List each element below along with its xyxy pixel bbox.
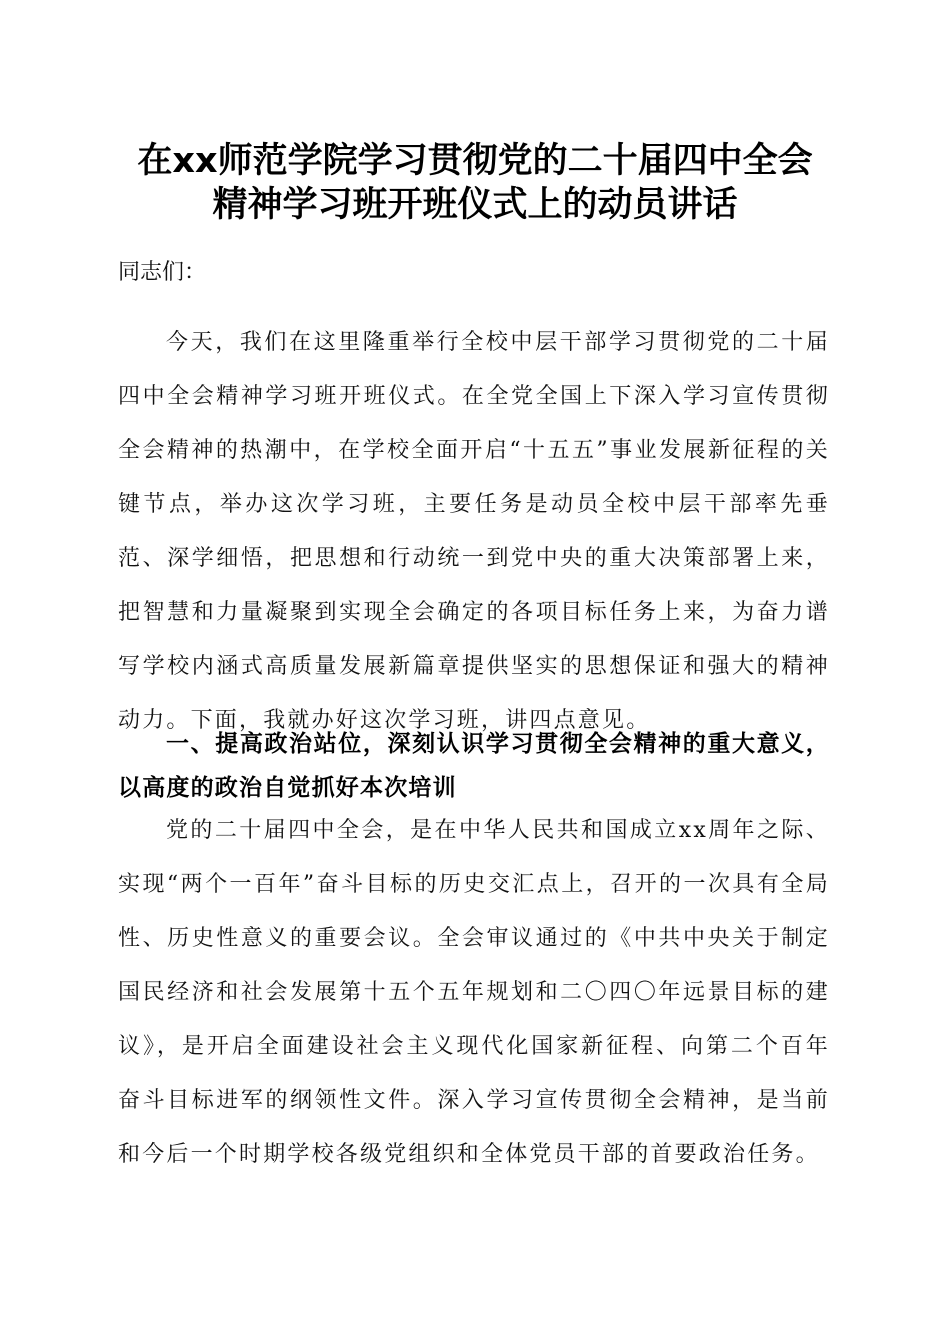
document-title-line-2: 精神学习班开班仪式上的动员讲话 bbox=[212, 185, 738, 225]
section-heading-1: 一、提高政治站位，深刻认识学习贯彻全会精神的重大意义，以高度的政治自觉抓好本次培训 bbox=[118, 731, 830, 801]
document-title-line-1: 在xx师范学院学习贯彻党的二十届四中全会 bbox=[137, 141, 813, 181]
paragraph-opening: 今天，我们在这里隆重举行全校中层干部学习贯彻党的二十届四中全会精神学习班开班仪式。在全党全国上下深入学习宣传贯彻全会精神的热潮中，在学校全面开启“十五五”事业发展新征程的关键节点，举办这次学习班，主要任务是动员全校中层干部率先垂范、深学细悟，把思想和行动统一到党中央的重大决策部署上来，把智慧和力量凝聚到实现全会确定的各项目标任务上来，为奋力谱写学校内涵式高质量发展新篇章提供坚实的思想保证和强大的精神动力。下面，我就办好这次学习班，讲四点意见。 bbox=[118, 330, 830, 733]
paragraph-section-1: 党的二十届四中全会，是在中华人民共和国成立xx周年之际、实现“两个一百年”奋斗目标的历史交汇点上，召开的一次具有全局性、历史性意义的重要会议。全会审议通过的《中共中央关于制定国民经济和社会发展第十五个五年规划和二〇四〇年远景目标的建议》，是开启全面建设社会主义现代化国家新征程、向第二个百年奋斗目标进军的纲领性文件。深入学习宣传贯彻全会精神，是当前和今后一个时期学校各级党组织和全体党员干部的首要政治任务。 bbox=[118, 818, 830, 1167]
salutation: 同志们： bbox=[118, 260, 207, 285]
